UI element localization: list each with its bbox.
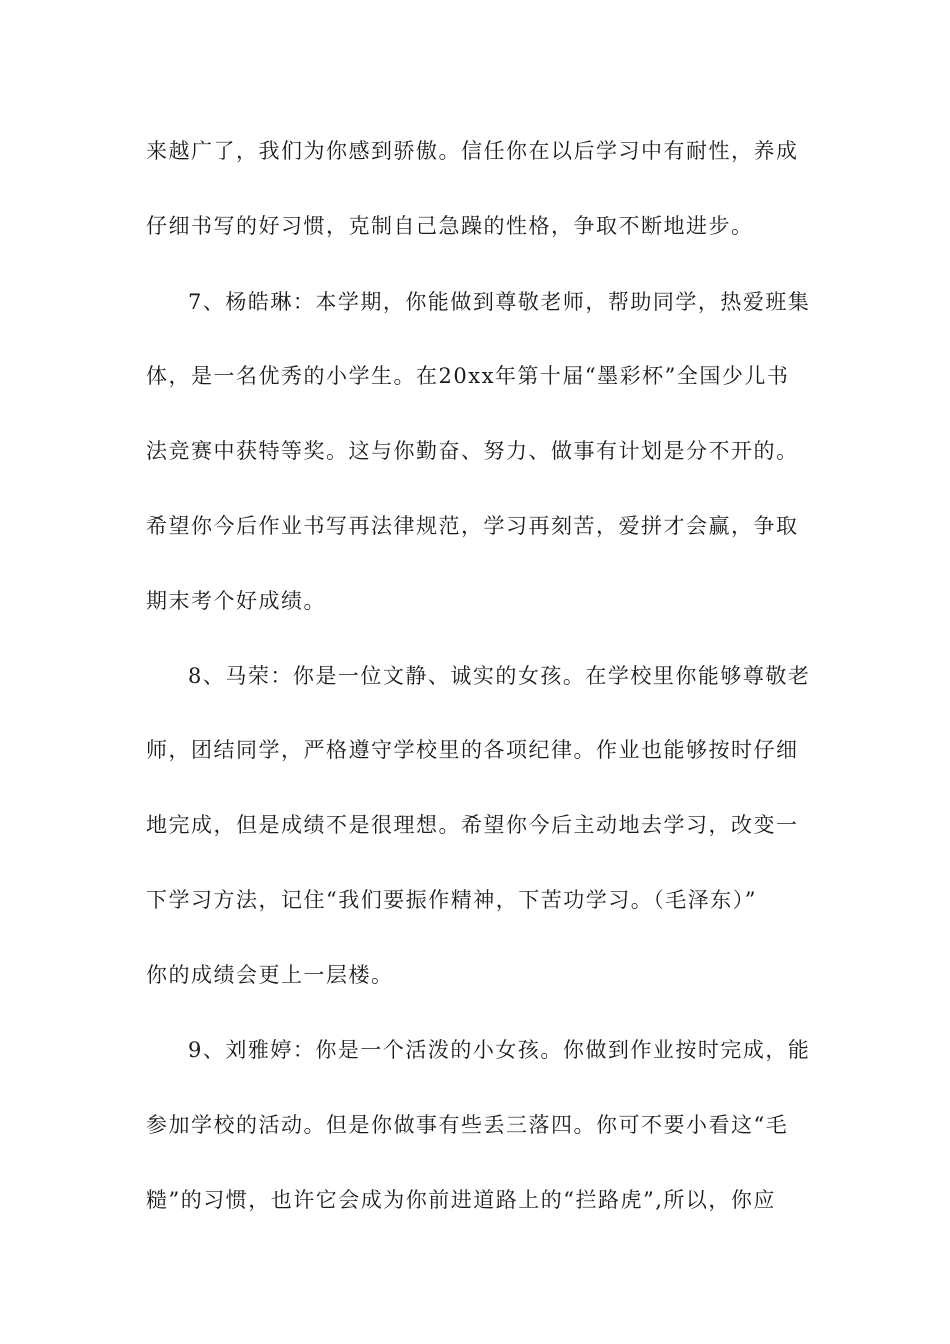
- text-line: 期末考个好成绩。: [146, 589, 326, 613]
- text-line: 仔细书写的好习惯，克制自己急躁的性格，争取不断地进步。: [146, 214, 754, 238]
- text-line: 下学习方法，记住“我们要振作精神，下苦功学习。（毛泽东）”: [146, 888, 757, 912]
- text-line: 地完成，但是成绩不是很理想。希望你今后主动地去学习，改变一: [146, 813, 799, 837]
- paragraph-7-start: 7、杨皓琳：本学期，你能做到尊敬老师，帮助同学，热爱班集: [188, 290, 811, 314]
- text-line: 法竞赛中获特等奖。这与你勤奋、努力、做事有计划是分不开的。: [146, 439, 799, 463]
- text-line: 来越广了，我们为你感到骄傲。信任你在以后学习中有耐性，养成: [146, 139, 799, 163]
- text-line: 师，团结同学，严格遵守学校里的各项纪律。作业也能够按时仔细: [146, 738, 799, 762]
- text-line: 糙”的习惯，也许它会成为你前进道路上的“拦路虎”,所以，你应: [146, 1188, 776, 1212]
- paragraph-9-start: 9、刘雅婷：你是一个活泼的小女孩。你做到作业按时完成，能: [188, 1038, 811, 1062]
- paragraph-8-start: 8、马荣：你是一位文静、诚实的女孩。在学校里你能够尊敬老: [188, 664, 811, 688]
- text-line: 参加学校的活动。但是你做事有些丢三落四。你可不要小看这“毛: [146, 1113, 789, 1137]
- text-line: 体，是一名优秀的小学生。在20xx年第十届“墨彩杯”全国少儿书: [146, 364, 790, 388]
- text-line: 你的成绩会更上一层楼。: [146, 963, 394, 987]
- text-line: 希望你今后作业书写再法律规范，学习再刻苦，爱拼才会赢，争取: [146, 514, 799, 538]
